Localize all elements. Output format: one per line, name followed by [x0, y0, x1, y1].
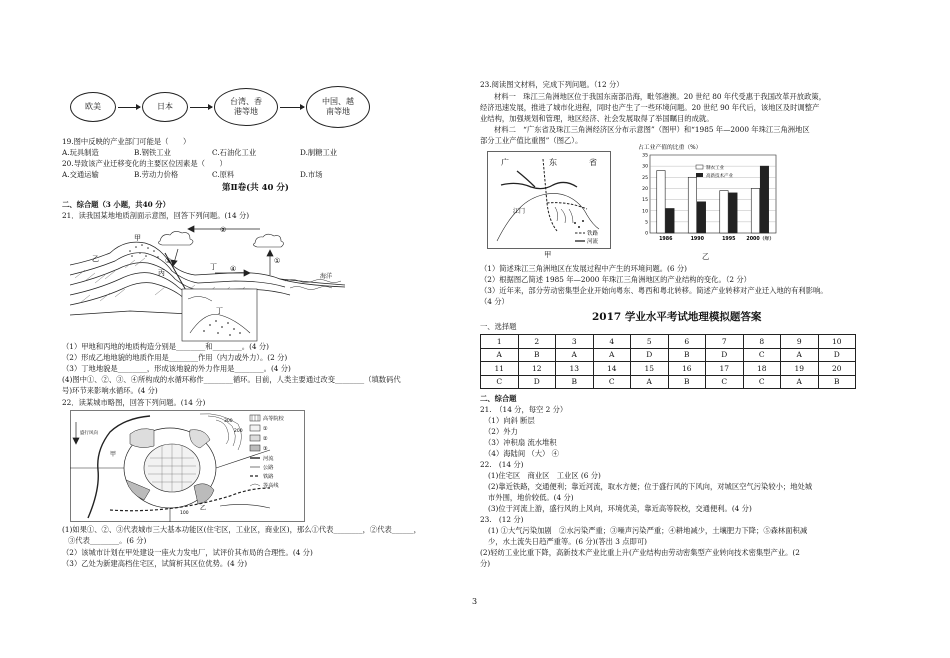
q20-option-c: C.原料 [212, 170, 235, 179]
bar-hightech [729, 193, 737, 233]
bar-garment [688, 177, 696, 233]
label-n1: ① [274, 257, 281, 265]
answer-table-cell: 12 [518, 362, 556, 376]
q20-option-d: D.市场 [300, 170, 323, 179]
answer-table-cell: B [668, 375, 706, 389]
answer-table-cell: 8 [743, 335, 781, 349]
q21-line-4: (4)图中①、②、③、④所构成的水循环称作________循环。目前，人类主要通过改变________（填数码代 [62, 375, 401, 384]
q22-stem: 22．读某城市略图，回答下列问题。(14 分) [62, 398, 206, 407]
answer-table-cell: A [631, 375, 669, 389]
q21-line-3: （3）丁地地貌是________，形成该地貌的外力作用是________。(4 分) [62, 364, 291, 373]
chart-y-tick-label: 5 [645, 220, 648, 226]
q20-option-b: B.劳动力价格 [134, 170, 179, 179]
q20-stem: 20.导致该产业迁移变化的主要区位因素是（ ） [62, 159, 227, 168]
answer-line: （2）外力 [484, 427, 518, 436]
answer-table-cell: 10 [818, 335, 856, 349]
map-label-jiangmen: 江门 [513, 208, 526, 215]
answer-table-cell: 11 [481, 362, 519, 376]
chart-x-tick-label: 1995 [722, 237, 736, 242]
answer-table [480, 334, 856, 389]
flow-arrow [118, 107, 140, 108]
answer-table-cell: D [518, 375, 556, 389]
answer-table-cell: B [518, 348, 556, 362]
map-char-guang: 广 [501, 158, 509, 167]
answer-table-row [481, 335, 856, 349]
legend-railway: 铁路 [263, 474, 274, 480]
label-ding-inset: 丁 [216, 307, 223, 315]
answer-line: 23. (12 分) [480, 515, 524, 524]
answer-line: (2)靠近铁路，交通便利；靠近河流，取水方便；位于盛行风的下风向，对城区空气污染较小；地处城 [488, 482, 813, 491]
legend-road: 公路 [263, 465, 274, 471]
answer-table-cell: 18 [743, 362, 781, 376]
bar-hightech [666, 208, 674, 233]
chart-y-tick-label: 10 [642, 209, 648, 215]
answer-table-cell: 19 [781, 362, 819, 376]
answer-table-cell: 16 [668, 362, 706, 376]
answer-table-cell: 15 [631, 362, 669, 376]
chart-caption: 乙 [702, 252, 710, 261]
answer-line: 少，水土流失日趋严重等。(6 分)(答出 3 点即可) [488, 537, 647, 546]
city-map-figure [70, 410, 305, 522]
map-char-sheng: 省 [589, 158, 597, 167]
flow-arrow [190, 107, 212, 108]
label-yi: 乙 [92, 255, 99, 263]
map-legend-rail: 铁路 [587, 231, 599, 237]
guangdong-map-figure [487, 151, 611, 249]
q21-line-2: （2）形成乙地地貌的地质作用是________作用（内力或外力）。(2 分) [62, 353, 288, 362]
chart-title: 占工业产值的比重（%） [638, 145, 702, 151]
legend-zone-3: ③ [263, 446, 268, 452]
q23-line-3: （3）近年来，部分劳动密集型企业开始向粤东、粤西和粤北转移。简述产业转移对产业迁入地的有利影响。 [480, 286, 828, 295]
flow-node-taiwan-hongkong: 台湾、香 港等地 [214, 88, 278, 126]
flow-arrow [280, 107, 304, 108]
contour-100: 100 [180, 511, 189, 516]
q21-stem: 21．读我国某地地质剖面示意图，回答下列问题。(14 分) [62, 211, 250, 220]
legend-university: 高等院校 [263, 416, 284, 422]
q19-option-c: C.石油化工业 [212, 148, 257, 157]
section2-title: 二、综合题（3 小题，共40 分） [62, 200, 170, 209]
wind-label: 盛行风向 [80, 431, 98, 436]
contour-200: 200 [234, 429, 243, 434]
bar-hightech [697, 202, 705, 233]
geologic-section-figure [70, 223, 345, 343]
answer-table-cell: A [781, 348, 819, 362]
legend-swatch-garment [696, 165, 703, 169]
answer-line: （4）海陆间 （大） ④ [484, 449, 559, 458]
answer-table-cell: 17 [706, 362, 744, 376]
q23-line-1: （1）简述珠江三角洲地区在发展过程中产生的环境问题。(6 分) [480, 264, 688, 273]
q23-line-4: （4 分） [480, 297, 509, 306]
label-bing: 丙 [158, 269, 165, 277]
answer-line: (1)住宅区 商业区 工业区 (6 分) [488, 471, 601, 480]
answer-table-cell: 3 [556, 335, 594, 349]
answer-line: 分) [480, 559, 491, 568]
map-label-yi: 乙 [200, 505, 207, 512]
answer-table-cell: 14 [593, 362, 631, 376]
answer-table-cell: C [743, 348, 781, 362]
answer-table-cell: A [556, 348, 594, 362]
q23-material1-line-1: 材料一 珠江三角洲地区位于我国东南部沿海，毗邻港澳。20 世纪 80 年代受惠于我国改革开放政策， [494, 92, 826, 101]
label-jia: 甲 [134, 234, 141, 242]
answer-table-row [481, 362, 856, 376]
map-caption: 甲 [544, 250, 552, 259]
label-n4: ④ [230, 265, 237, 273]
answer-table-cell: B [556, 375, 594, 389]
legend-contour: 等高线 [263, 483, 279, 489]
flow-node-china-vietnam: 中国、越 南等地 [306, 86, 370, 128]
answer-table-cell: 5 [631, 335, 669, 349]
answer-table-cell: 7 [706, 335, 744, 349]
answer-section1: 一、选择题 [480, 322, 517, 331]
answer-table-cell: D [706, 348, 744, 362]
answer-table-cell: D [631, 348, 669, 362]
answer-line: 市外围，地价较低。(4 分) [488, 493, 574, 502]
legend-zone-1: ① [263, 426, 268, 432]
answer-table-cell: D [818, 348, 856, 362]
q19-option-d: D.制糖工业 [300, 148, 338, 157]
answer-table-row [481, 375, 856, 389]
chart-y-tick-label: 0 [645, 231, 648, 237]
answer-table-cell: 4 [593, 335, 631, 349]
flow-node-europe-america: 欧美 [70, 92, 116, 122]
q23-material2-line-1: 材料二 “广东省及珠江三角洲经济区分布示意图”（图甲）和“1985 年—2000 年珠江三角洲地区 [494, 125, 810, 134]
chart-x-tick-label: 1986 [659, 237, 673, 242]
answer-table-cell: A [481, 348, 519, 362]
bar-hightech [760, 166, 768, 233]
q21-line-5: 号)环节来影响水循环。(4 分) [62, 386, 158, 395]
q19-stem: 19.图中反映的产业部门可能是（ ） [62, 137, 191, 146]
answer-title: 2017 学业水平考试地理模拟题答案 [592, 311, 762, 323]
answer-table-cell: 1 [481, 335, 519, 349]
answer-table-cell: 13 [556, 362, 594, 376]
q22-line-2: ③代表________。(6 分) [68, 536, 147, 545]
q23-line-2: （2）根据图乙简述 1985 年—2000 年珠江三角洲地区的产业结构的变化。（2 分） [480, 275, 751, 284]
bar-garment [751, 188, 759, 233]
answer-table-cell: 9 [781, 335, 819, 349]
q23-material2-line-2: 部分工业产值比重图”（图乙）。 [480, 136, 583, 145]
map-legend-river: 河流 [587, 239, 599, 245]
answer-table-cell: C [743, 375, 781, 389]
q22-line-4: （3）乙处为新建高档住宅区，试简析其区位优势。(4 分) [62, 559, 248, 568]
bar-garment [720, 191, 728, 233]
industry-share-chart [632, 141, 782, 249]
answer-line: （3）冲积扇 流水堆积 [484, 438, 557, 447]
bar-garment [657, 171, 665, 233]
answer-table-cell: 20 [818, 362, 856, 376]
chart-x-labels [659, 235, 774, 242]
page-number: 3 [472, 597, 478, 606]
answer-table-cell: 2 [518, 335, 556, 349]
contour-300: 300 [224, 419, 233, 424]
q19-option-a: A.玩具制造 [62, 148, 99, 157]
flow-node-japan: 日本 [142, 92, 188, 122]
q23-material1-line-2: 经济迅速发展，推进了城市化进程，同时也产生了一些环境问题。20 世纪 90 年代后，该地区及时调整产 [480, 103, 820, 112]
legend-swatch-hightech [696, 173, 703, 177]
answer-line: （1）向斜 断层 [484, 416, 535, 425]
label-n2: ② [220, 226, 227, 234]
answer-table-cell: B [668, 348, 706, 362]
chart-y-tick-label: 35 [642, 153, 648, 159]
answer-table-cell: 6 [668, 335, 706, 349]
answer-table-row [481, 348, 856, 362]
chart-y-tick-label: 15 [642, 198, 648, 204]
map-char-dong: 东 [549, 158, 557, 167]
chart-y-tick-label: 25 [642, 175, 648, 181]
answer-line: (1) ①大气污染加剧 ②水污染严重；③噪声污染严重；④耕地减少，土壤肥力下降；⑤森林面积减 [488, 526, 808, 535]
q22-line-1: (1)如果①、②、③代表城市三大基本功能区(住宅区，工业区，商业区)，那么①代表________，②代表______， [62, 525, 421, 534]
label-n3: ③ [165, 257, 172, 265]
answer-section2: 二、综合题 [480, 394, 517, 403]
q20-option-a: A.交通运输 [62, 170, 99, 179]
part2-title: 第Ⅱ卷(共 40 分) [222, 183, 289, 193]
chart-y-tick-label: 20 [642, 187, 648, 193]
legend-zone-2: ② [263, 436, 268, 442]
map-label-jia: 甲 [110, 451, 117, 458]
answer-line: (2)轻纺工业比重下降，高新技术产业比重上升(产业结构由劳动密集型产业转向技术密集型产业。(2 [480, 548, 800, 557]
q21-line-1: （1）甲地和丙地的地质构造分别是________和________。(4 分) [62, 342, 270, 351]
answer-line: (3)位于河流上游，盛行风的上风向，环境优美，靠近高等院校，交通便利。(4 分) [488, 504, 752, 513]
answer-table-cell: A [593, 348, 631, 362]
legend-garment: 制衣工业 [706, 166, 724, 171]
answer-table-cell: C [593, 375, 631, 389]
label-sea: 海洋 [320, 273, 333, 280]
chart-x-tick-label: 1990 [690, 237, 704, 242]
q23-material1-line-3: 业结构，加强规划和管理，地区经济、社会发展取得了举国瞩目的成就。 [480, 114, 714, 123]
legend-hightech: 高新技术产业 [706, 174, 733, 179]
q23-stem: 23.阅读图文材料，完成下列问题。（12 分） [480, 80, 624, 89]
chart-x-tick-label: 2000（年） [746, 237, 775, 242]
answer-table-cell: C [706, 375, 744, 389]
answer-line: 21. （14 分，每空 2 分） [480, 405, 568, 414]
answer-table-cell: C [481, 375, 519, 389]
label-ding: 丁 [210, 263, 217, 271]
legend-river: 河流 [263, 456, 274, 462]
answer-line: 22. (14 分) [480, 460, 524, 469]
answer-table-cell: B [818, 375, 856, 389]
q19-option-b: B.钢铁工业 [134, 148, 171, 157]
chart-y-tick-label: 30 [642, 164, 648, 170]
answer-table-cell: A [781, 375, 819, 389]
q22-line-3: （2）该城市计划在甲处建设一座火力发电厂，试评价其布局的合理性。(4 分) [62, 548, 313, 557]
